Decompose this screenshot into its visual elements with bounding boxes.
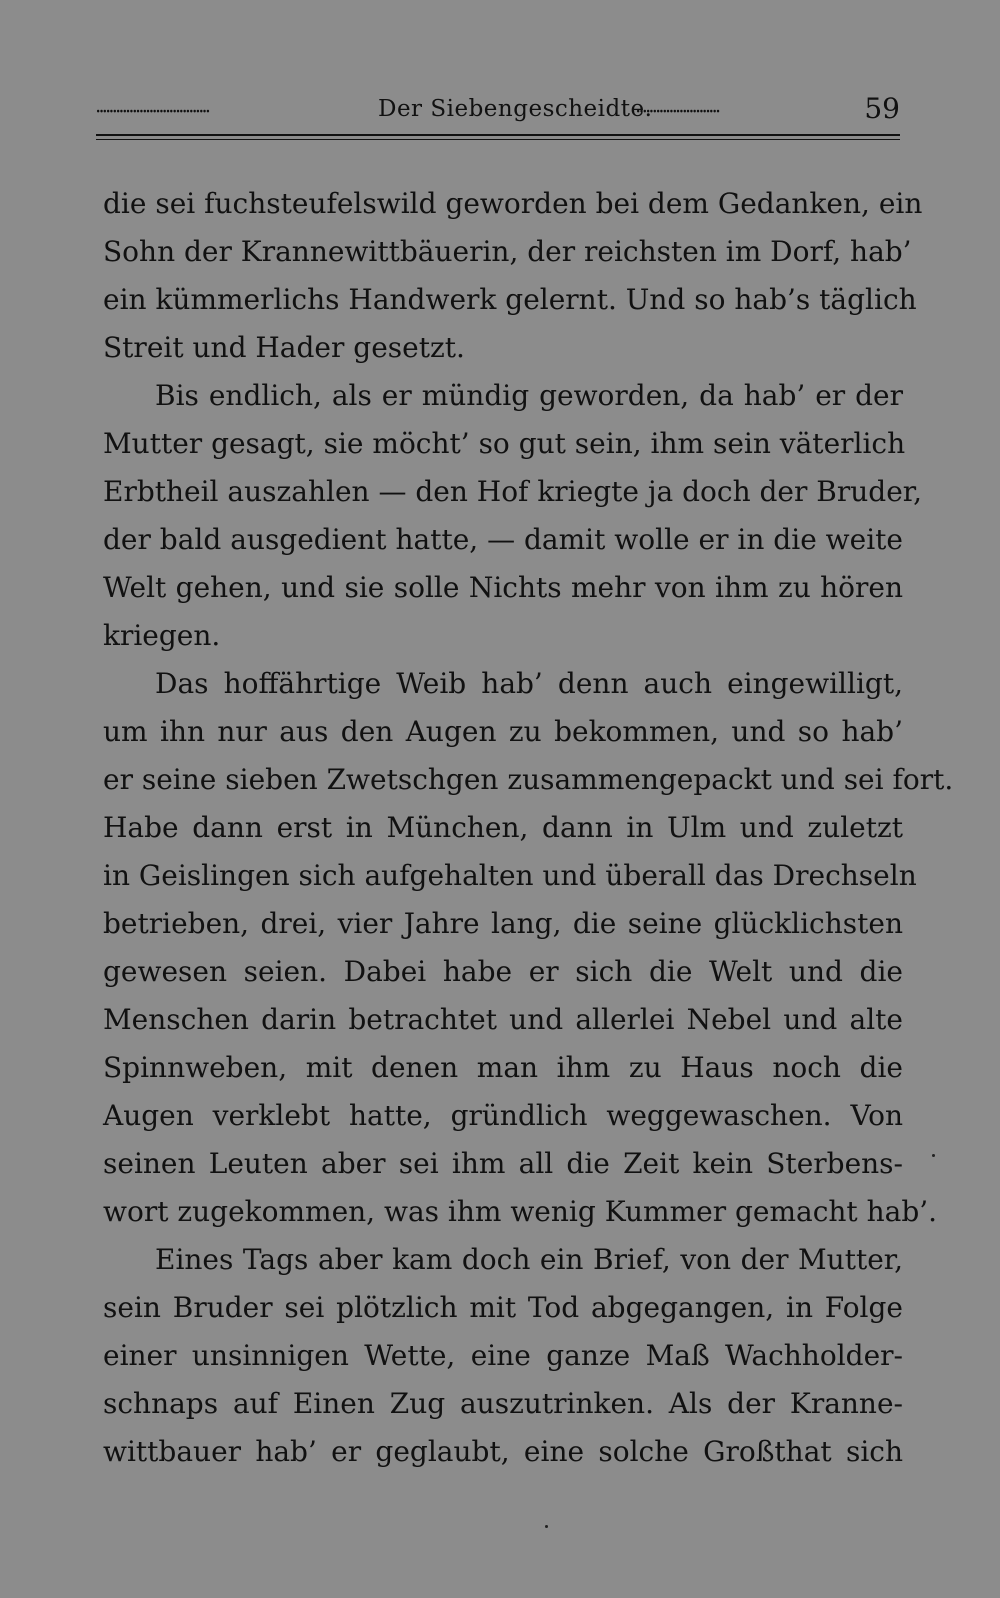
text-line: der bald ausgedient hatte, — damit wolle er in die weite bbox=[103, 523, 903, 556]
print-speck bbox=[932, 1154, 935, 1157]
text-line: Bis endlich, als er mündig geworden, da hab’ er der bbox=[155, 379, 903, 412]
text-line: Mutter gesagt, sie möcht’ so gut sein, ihm sein väterlich bbox=[103, 427, 906, 460]
text-line: ein kümmerlichs Handwerk gelernt. Und so hab’s täglich bbox=[103, 283, 917, 316]
page-header bbox=[96, 88, 900, 130]
text-line: seinen Leuten aber sei ihm all die Zeit kein Sterbens- bbox=[103, 1147, 903, 1180]
text-line: Menschen darin betrachtet und allerlei Nebel und alte bbox=[103, 1003, 903, 1036]
header-ornament-left: ꞏꞏꞏꞏꞏꞏꞏꞏꞏꞏꞏꞏꞏꞏꞏꞏꞏꞏꞏꞏꞏꞏꞏꞏꞏꞏꞏꞏꞏꞏꞏꞏꞏꞏ bbox=[96, 104, 210, 118]
text-line: Spinnweben, mit denen man ihm zu Haus noch die bbox=[103, 1051, 903, 1084]
text-line: Habe dann erst in München, dann in Ulm und zuletzt bbox=[103, 811, 903, 844]
text-line: gewesen seien. Dabei habe er sich die Welt und die bbox=[103, 955, 903, 988]
text-line: Augen verklebt hatte, gründlich weggewaschen. Von bbox=[103, 1099, 903, 1132]
text-line: er seine sieben Zwetschgen zusammengepackt und sei fort. bbox=[103, 763, 954, 796]
text-line: wittbauer hab’ er geglaubt, eine solche Großthat sich bbox=[103, 1435, 903, 1468]
header-rule-thin bbox=[96, 139, 900, 140]
text-line: wort zugekommen, was ihm wenig Kummer gemacht hab’. bbox=[103, 1195, 938, 1228]
text-line: die sei fuchsteufelswild geworden bei dem Gedanken, ein bbox=[103, 187, 923, 220]
text-line: betrieben, drei, vier Jahre lang, die seine glücklichsten bbox=[103, 907, 903, 940]
text-line: Sohn der Krannewittbäuerin, der reichsten im Dorf, hab’ bbox=[103, 235, 912, 268]
text-line: einer unsinnigen Wette, eine ganze Maß Wachholder- bbox=[103, 1339, 903, 1372]
header-ornament-right: ꞏꞏꞏꞏꞏꞏꞏꞏꞏꞏꞏꞏꞏꞏꞏꞏꞏꞏꞏꞏꞏꞏꞏꞏꞏ bbox=[636, 104, 720, 118]
header-rule-thick bbox=[96, 134, 900, 136]
running-title: Der Siebengescheidte. bbox=[378, 96, 653, 122]
text-line: Welt gehen, und sie solle Nichts mehr von ihm zu hören bbox=[103, 571, 903, 604]
text-line: schnaps auf Einen Zug auszutrinken. Als der Kranne- bbox=[103, 1387, 903, 1420]
text-line: Erbtheil auszahlen — den Hof kriegte ja doch der Bruder, bbox=[103, 475, 922, 508]
text-line: kriegen. bbox=[103, 619, 221, 652]
text-line: Streit und Hader gesetzt. bbox=[103, 331, 465, 364]
page-number: 59 bbox=[864, 92, 900, 125]
body-text bbox=[103, 180, 954, 1476]
text-line: in Geislingen sich aufgehalten und überall das Drechseln bbox=[103, 859, 917, 892]
text-line: um ihn nur aus den Augen zu bekommen, und so hab’ bbox=[103, 715, 903, 748]
text-line: Das hoffährtige Weib hab’ denn auch eingewilligt, bbox=[155, 667, 903, 700]
text-line: sein Bruder sei plötzlich mit Tod abgegangen, in Folge bbox=[103, 1291, 903, 1324]
print-speck bbox=[545, 1525, 548, 1528]
text-line: Eines Tags aber kam doch ein Brief, von der Mutter, bbox=[155, 1243, 903, 1276]
